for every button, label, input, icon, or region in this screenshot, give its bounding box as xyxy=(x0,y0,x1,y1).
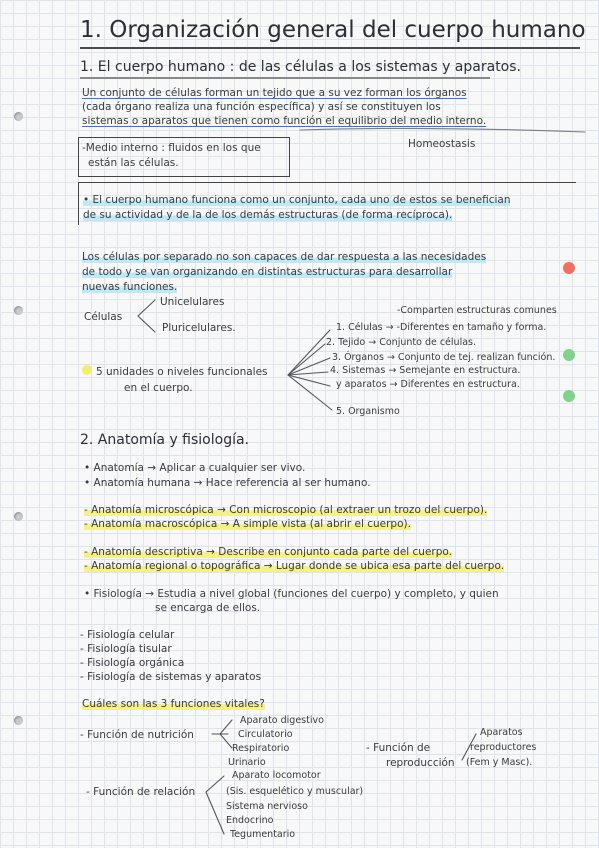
fisiologia-line: • Fisiología → Estudia a nivel global (funciones del cuerpo) y completo, y quien xyxy=(84,588,499,600)
nivel-item: 4. Sistemas → Semejante en estructura. xyxy=(330,365,521,376)
homeostasis-label: Homeostasis xyxy=(408,138,476,150)
relacion-item: Sistema nervioso xyxy=(226,801,308,812)
niveles-note: -Comparten estructuras comunes xyxy=(397,305,557,316)
nivel-item: 5. Organismo xyxy=(336,406,400,417)
reproduccion-label: - Función de xyxy=(366,742,431,754)
nivel-item: 3. Órganos → Conjunto de tej. realizan función. xyxy=(332,352,556,363)
fisio-tipo: - Fisiología tisular xyxy=(80,643,172,655)
relacion-item: Tegumentario xyxy=(230,829,296,840)
nivel-item: 2. Tejido → Conjunto de células. xyxy=(326,337,476,348)
section2-heading: 2. Anatomía y fisiología. xyxy=(80,432,250,448)
niveles-label: en el cuerpo. xyxy=(124,382,193,394)
reproduccion-item: (Fem y Masc). xyxy=(466,757,533,768)
para2-line: • El cuerpo humano funciona como un conjunto, cada uno de estos se benefician xyxy=(83,194,511,206)
nutricion-item: Circulatorio xyxy=(238,729,293,740)
relacion-item: Endocrino xyxy=(226,815,274,826)
section1-heading: 1. El cuerpo humano : de las células a los sistemas y aparatos. xyxy=(80,59,521,75)
nivel-arrow xyxy=(288,344,325,375)
para1-line: sistemas o aparatos que tienen como función el equilibrio del medio interno. xyxy=(82,115,487,127)
nivel-arrow xyxy=(288,330,330,375)
celulas-label: Células xyxy=(84,311,123,323)
descriptiva-line: - Anatomía descriptiva → Describe en conjunto cada parte del cuerpo. xyxy=(84,546,452,558)
anatomia-line: • Anatomía → Aplicar a cualquier ser vivo. xyxy=(84,462,306,474)
reproduccion-label: reproducción xyxy=(386,757,455,769)
para3-line: Los células por separado no son capaces de dar respuesta a las necesidades xyxy=(82,251,487,263)
fisiologia-line: se encarga de ellos. xyxy=(155,602,261,614)
reproduccion-item: Aparatos xyxy=(480,727,523,738)
celulas-brace xyxy=(138,300,155,332)
para2-line: de su actividad y de la de los demás estructuras (de forma recíproca). xyxy=(83,209,453,221)
anatomia-line: • Anatomía humana → Hace referencia al ser humano. xyxy=(84,477,371,489)
macro-micro-line: - Anatomía microscópica → Con microscopio (al extraer un trozo del cuerpo). xyxy=(84,504,488,516)
nutricion-item: Urinario xyxy=(228,757,266,768)
nivel-item: 1. Células → -Diferentes en tamaño y forma. xyxy=(336,322,547,333)
page-title: 1. Organización general del cuerpo humano xyxy=(80,17,586,43)
fisio-tipo: - Fisiología de sistemas y aparatos xyxy=(80,671,262,683)
reproduccion-slash xyxy=(462,734,476,760)
fisio-tipo: - Fisiología celular xyxy=(80,629,175,641)
underline-stroke xyxy=(300,128,585,132)
niveles-label: 5 unidades o niveles funcionales xyxy=(96,366,268,378)
celulas-item: Pluricelulares. xyxy=(162,322,236,334)
reproduccion-item: reproductores xyxy=(470,742,537,753)
medio-interno-line: -Medio interno : fluidos en los que xyxy=(82,142,261,154)
para1-line: (cada órgano realiza una función específica) y así se constituyen los xyxy=(82,101,441,113)
para3-line: de todo y se van organizando en distintas estructuras para desarrollar xyxy=(82,266,453,278)
medio-interno-line: están las células. xyxy=(88,157,179,169)
celulas-item: Unicelulares xyxy=(160,296,225,308)
relacion-item: (Sis. esquelético y muscular) xyxy=(226,786,364,797)
nivel-item: y aparatos → Diferentes en estructura. xyxy=(336,379,520,390)
vital-functions-question: Cuáles son las 3 funciones vitales? xyxy=(82,698,265,710)
nutricion-label: - Función de nutrición xyxy=(80,729,194,741)
descriptiva-line: - Anatomía regional o topográfica → Lugar donde se ubica esa parte del cuerpo. xyxy=(84,560,505,572)
macro-micro-line: - Anatomía macroscópica → A simple vista (al abrir el cuerpo). xyxy=(84,518,411,530)
nutricion-item: Aparato digestivo xyxy=(240,715,324,726)
relacion-brace xyxy=(206,776,224,834)
para3-line: nuevas funciones. xyxy=(82,281,178,293)
relacion-label: - Función de relación xyxy=(86,786,196,798)
relacion-item: Aparato locomotor xyxy=(232,770,321,781)
nutricion-item: Respiratorio xyxy=(232,743,290,754)
fisio-tipo: - Fisiología orgánica xyxy=(80,657,185,669)
para1-line: Un conjunto de células forman un tejido que a su vez forman los órganos xyxy=(82,87,467,99)
